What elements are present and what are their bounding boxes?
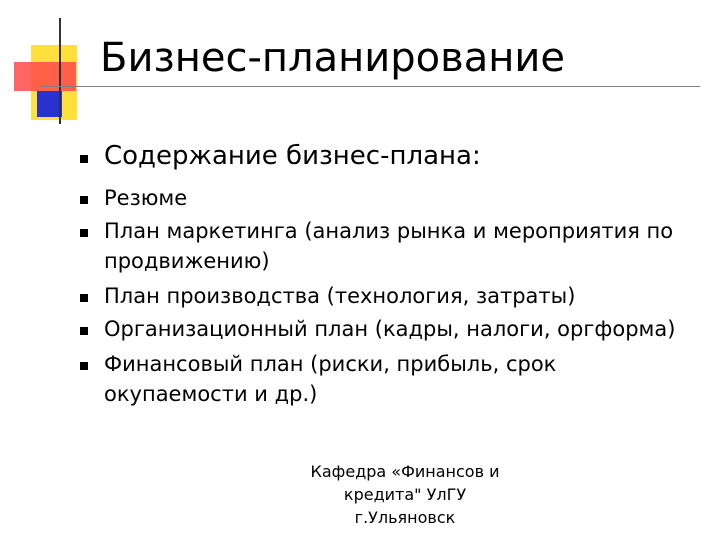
list-item-text-continued: окупаемости и др.) xyxy=(104,382,318,406)
footer-line: Кафедра «Финансов и xyxy=(310,462,500,481)
footer-line: г.Ульяновск xyxy=(354,508,456,527)
list-item-text: Финансовый план (риски, прибыль, срок xyxy=(104,352,557,376)
bullet-icon xyxy=(80,327,88,335)
list-item-text: План производства (технология, затраты) xyxy=(104,284,576,308)
bullet-icon xyxy=(80,196,88,204)
list-item-text: План маркетинга (анализ рынка и мероприятия по xyxy=(104,219,674,243)
list-item-text: Организационный план (кадры, налоги, оргформа) xyxy=(104,317,676,341)
bullet-icon xyxy=(80,362,88,370)
list-item-text: Резюме xyxy=(104,186,188,210)
list-item-text-continued: продвижению) xyxy=(104,249,270,273)
slide-title: Бизнес-планирование xyxy=(100,35,565,81)
decor-vertical-line xyxy=(59,18,61,124)
bullet-icon xyxy=(80,229,88,237)
bullet-icon xyxy=(80,155,88,163)
title-underline xyxy=(40,86,700,87)
footer-caption xyxy=(280,460,530,529)
list-heading: Содержание бизнес-плана: xyxy=(104,141,481,171)
footer-line: кредита" УлГУ xyxy=(343,485,467,504)
bullet-icon xyxy=(80,294,88,302)
